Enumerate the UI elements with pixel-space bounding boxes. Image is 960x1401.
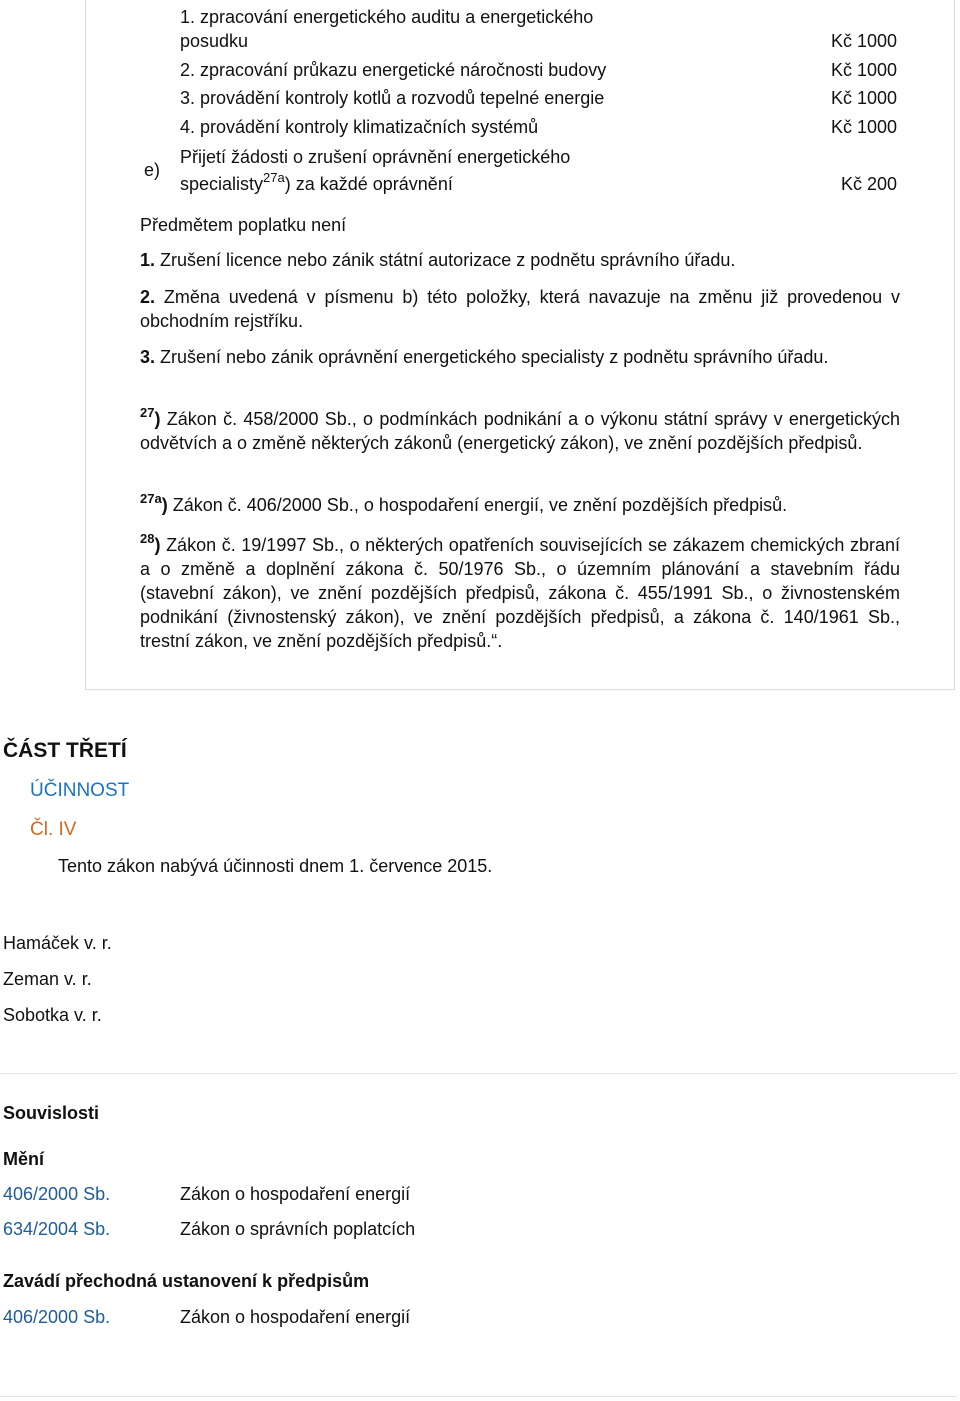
fee-item-2-price: Kč 1000 <box>830 60 897 80</box>
amends-title-2: Zákon o správních poplatcích <box>180 1219 416 1239</box>
relations-heading: Souvislosti <box>3 1103 100 1123</box>
item-e-line2: specialisty$^{27a}$) za každé oprávnění <box>180 170 453 194</box>
footnote-27: $^{27}$) Zákon č. 458/2000 Sb., o podmínkách podnikání a o výkonu státní správy v energetických odvětvích a o změně některých zákonů (energetický zákon), ve znění pozdějších předpisů. <box>140 405 900 453</box>
amends-link-2[interactable]: 634/2004 Sb. <box>3 1219 111 1239</box>
bottom-divider <box>0 1396 957 1397</box>
transitional-title-1: Zákon o hospodaření energií <box>180 1307 411 1327</box>
item-e-letter: e) <box>144 160 161 180</box>
fee-item-1-line2: posudku <box>180 31 249 51</box>
fee-item-1-price: Kč 1000 <box>830 31 897 51</box>
fee-item-2: 2. zpracování průkazu energetické náročnosti budovy <box>180 60 607 80</box>
signature-3: Sobotka v. r. <box>3 1005 102 1025</box>
fee-item-1-line1: 1. zpracování energetického auditu a energetického <box>180 7 594 27</box>
part-title: ČÁST TŘETÍ <box>3 739 127 762</box>
fee-item-4: 4. provádění kontroly klimatizačních systémů <box>180 117 539 137</box>
exemptions-heading: Předmětem poplatku není <box>140 215 347 235</box>
part-subtitle: ÚČINNOST <box>30 780 130 801</box>
article-text: Tento zákon nabývá účinnosti dnem 1. července 2015. <box>58 856 493 876</box>
article-number: Čl. IV <box>30 819 77 840</box>
fee-item-3: 3. provádění kontroly kotlů a rozvodů tepelné energie <box>180 88 605 108</box>
item-e-line1: Přijetí žádosti o zrušení oprávnění energetického <box>180 147 571 167</box>
divider <box>0 1073 957 1074</box>
amends-title-1: Zákon o hospodaření energií <box>180 1184 411 1204</box>
fee-item-3-price: Kč 1000 <box>830 88 897 108</box>
fee-item-4-price: Kč 1000 <box>830 117 897 137</box>
signature-1: Hamáček v. r. <box>3 933 112 953</box>
exemption-2: 2. Změna uvedená v písmenu b) této položky, která navazuje na změnu již provedenou v obchodním rejstříku. <box>140 287 900 331</box>
footnote-27a: $^{27a}$) Zákon č. 406/2000 Sb., o hospodaření energií, ve znění pozdějších předpisů. <box>140 491 788 515</box>
transitional-link-1[interactable]: 406/2000 Sb. <box>3 1307 111 1327</box>
exemption-1: 1. Zrušení licence nebo zánik státní autorizace z podnětu správního úřadu. <box>140 250 736 270</box>
amends-heading: Mění <box>3 1149 45 1169</box>
amends-link-1[interactable]: 406/2000 Sb. <box>3 1184 111 1204</box>
signature-2: Zeman v. r. <box>3 969 92 989</box>
footnote-28: $^{28}$) Zákon č. 19/1997 Sb., o některých opatřeních souvisejících se zákazem chemických zbraní a o změně a doplnění zákona č. 50/1976 Sb., o územním plánování a stavebním řádu (stavební zákon), ve znění pozdějších předpisů, zákona č. 455/1991 Sb., o živnostenském podnikání (živnostenský zákon), ve znění pozdějších předpisů, a zákona č. 140/1961 Sb., trestní zákon, ve znění pozdějších předpisů.“. <box>140 531 900 651</box>
exemption-3: 3. Zrušení nebo zánik oprávnění energetického specialisty z podnětu správního úřadu. <box>140 347 829 367</box>
transitional-heading: Zavádí přechodná ustanovení k předpisům <box>3 1271 370 1291</box>
item-e-price: Kč 200 <box>840 174 897 194</box>
